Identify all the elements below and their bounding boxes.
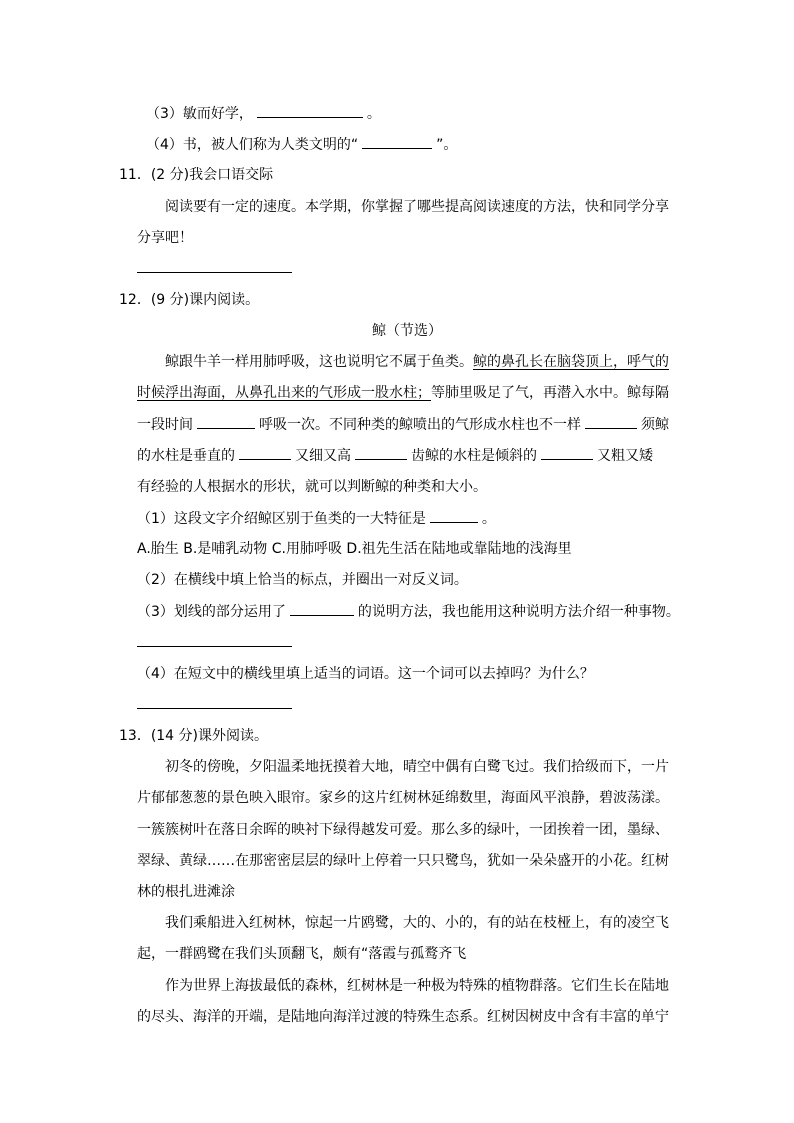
line-text: （4）在短文中的横线里填上适当的词语。这一个词可以去掉吗？为什么？ bbox=[137, 666, 594, 682]
text-line bbox=[372, 321, 442, 341]
text-line bbox=[137, 477, 487, 497]
text-line bbox=[137, 601, 680, 621]
line-text: 12．(9 分)课内阅读。 bbox=[119, 292, 260, 308]
line-text: 林的根扎进滩涂 bbox=[137, 884, 235, 900]
fill-in-blank[interactable] bbox=[239, 445, 291, 460]
text-line bbox=[165, 913, 669, 933]
line-text: （3）敏而好学， bbox=[146, 106, 253, 122]
fill-in-blank[interactable] bbox=[257, 103, 363, 118]
fill-in-blank[interactable] bbox=[541, 445, 593, 460]
line-text: 。 bbox=[366, 106, 381, 122]
underlined-text: 鲸的鼻孔长在脑袋顶上，呼气的 bbox=[473, 354, 669, 370]
line-text: 须鲸 bbox=[641, 417, 669, 433]
fill-in-blank[interactable] bbox=[197, 414, 255, 429]
line-text: 又细又高 bbox=[295, 448, 351, 464]
line-text: 一簇簇树叶在落日余晖的映衬下绿得越发可爱。那么多的绿叶，一团挨着一团，墨绿、 bbox=[137, 822, 669, 838]
fill-in-blank[interactable] bbox=[290, 601, 354, 616]
text-line bbox=[165, 352, 669, 372]
line-text: 又粗又矮 bbox=[597, 448, 653, 464]
line-text: 一段时间 bbox=[137, 417, 193, 433]
line-text: ”。 bbox=[436, 137, 458, 153]
line-text: 呼吸一次。不同种类的鲸喷出的气形成水柱也不一样 bbox=[259, 417, 581, 433]
line-text: 鲸（节选） bbox=[372, 323, 442, 339]
text-line bbox=[137, 820, 669, 840]
line-text: 初冬的傍晚，夕阳温柔地抚摸着大地，晴空中偶有白鹭飞过。我们拾级而下，一片 bbox=[165, 759, 669, 775]
line-text: （3）划线的部分运用了 bbox=[137, 604, 286, 620]
line-text: 齿鲸的水柱是倾斜的 bbox=[411, 448, 537, 464]
line-text: 翠绿、黄绿……在那密密层层的绿叶上停着一只只鹭鸟，犹如一朵朵盛开的小花。红树 bbox=[137, 853, 669, 869]
line-text: 片郁郁葱葱的景色映入眼帘。家乡的这片红树林延绵数里，海面风平浪静，碧波荡漾。 bbox=[137, 790, 669, 806]
line-text: 有经验的人根据水的形状，就可以判断鲸的种类和大小。 bbox=[137, 479, 487, 495]
line-text: 等肺里吸足了气，再潜入水中。鲸每隔 bbox=[431, 385, 669, 401]
line-text: 的水柱是垂直的 bbox=[137, 448, 235, 464]
line-text: （1）这段文字介绍鲸区别于鱼类的一大特征是 bbox=[137, 511, 426, 527]
text-line bbox=[137, 664, 594, 684]
text-line bbox=[146, 134, 457, 154]
text-line bbox=[137, 228, 193, 248]
text-line bbox=[119, 165, 273, 185]
answer-line[interactable] bbox=[137, 646, 292, 647]
line-text: 11．(2 分)我会口语交际 bbox=[119, 167, 274, 183]
text-line bbox=[137, 570, 468, 590]
text-line bbox=[137, 944, 466, 964]
fill-in-blank[interactable] bbox=[355, 445, 407, 460]
text-line bbox=[165, 197, 669, 217]
text-line bbox=[165, 757, 669, 777]
underlined-text: 时候浮出海面，从鼻孔出来的气形成一股水柱； bbox=[137, 385, 431, 401]
line-text: （4）书，被人们称为人类文明的“ bbox=[146, 137, 359, 153]
fill-in-blank[interactable] bbox=[585, 414, 637, 429]
line-text: 我们乘船进入红树林，惊起一片鸥鹭，大的、小的，有的站在枝桠上，有的凌空飞 bbox=[165, 915, 669, 931]
text-line bbox=[137, 882, 235, 902]
line-text: （2）在横线中填上恰当的标点，并圈出一对反义词。 bbox=[137, 572, 468, 588]
text-line bbox=[137, 788, 669, 808]
fill-in-blank[interactable] bbox=[362, 134, 432, 149]
text-line bbox=[137, 1007, 669, 1027]
answer-line[interactable] bbox=[137, 272, 292, 273]
line-text: 13．(14 分)课外阅读。 bbox=[119, 728, 269, 744]
fill-in-blank[interactable] bbox=[430, 508, 478, 523]
line-text: 。 bbox=[481, 511, 496, 527]
line-text: 的尽头、海洋的开端，是陆地向海洋过渡的特殊生态系。红树因树皮中含有丰富的单宁 bbox=[137, 1009, 669, 1025]
answer-line[interactable] bbox=[137, 708, 292, 709]
text-line bbox=[119, 290, 259, 310]
text-line bbox=[146, 103, 381, 123]
line-text: 阅读要有一定的速度。本学期，你掌握了哪些提高阅读速度的方法，快和同学分享 bbox=[165, 199, 669, 215]
text-line bbox=[137, 414, 669, 434]
text-line bbox=[119, 726, 268, 746]
text-line bbox=[137, 445, 653, 465]
line-text: 分享吧！ bbox=[137, 230, 193, 246]
text-line bbox=[137, 539, 572, 559]
line-text: 鲸跟牛羊一样用肺呼吸，这也说明它不属于鱼类。 bbox=[165, 354, 473, 370]
text-line bbox=[165, 976, 669, 996]
line-text: 作为世界上海拔最低的森林，红树林是一种极为特殊的植物群落。它们生长在陆地 bbox=[165, 978, 669, 994]
line-text: 起，一群鸥鹭在我们头顶翻飞，颇有“落霞与孤鹜齐飞 bbox=[137, 946, 467, 962]
line-text: A.胎生 B.是哺乳动物 C.用肺呼吸 D.祖先生活在陆地或靠陆地的浅海里 bbox=[137, 541, 572, 557]
text-line bbox=[137, 851, 669, 871]
line-text: 的说明方法，我也能用这种说明方法介绍一种事物。 bbox=[357, 604, 680, 620]
text-line bbox=[137, 383, 669, 403]
text-line bbox=[137, 508, 496, 528]
